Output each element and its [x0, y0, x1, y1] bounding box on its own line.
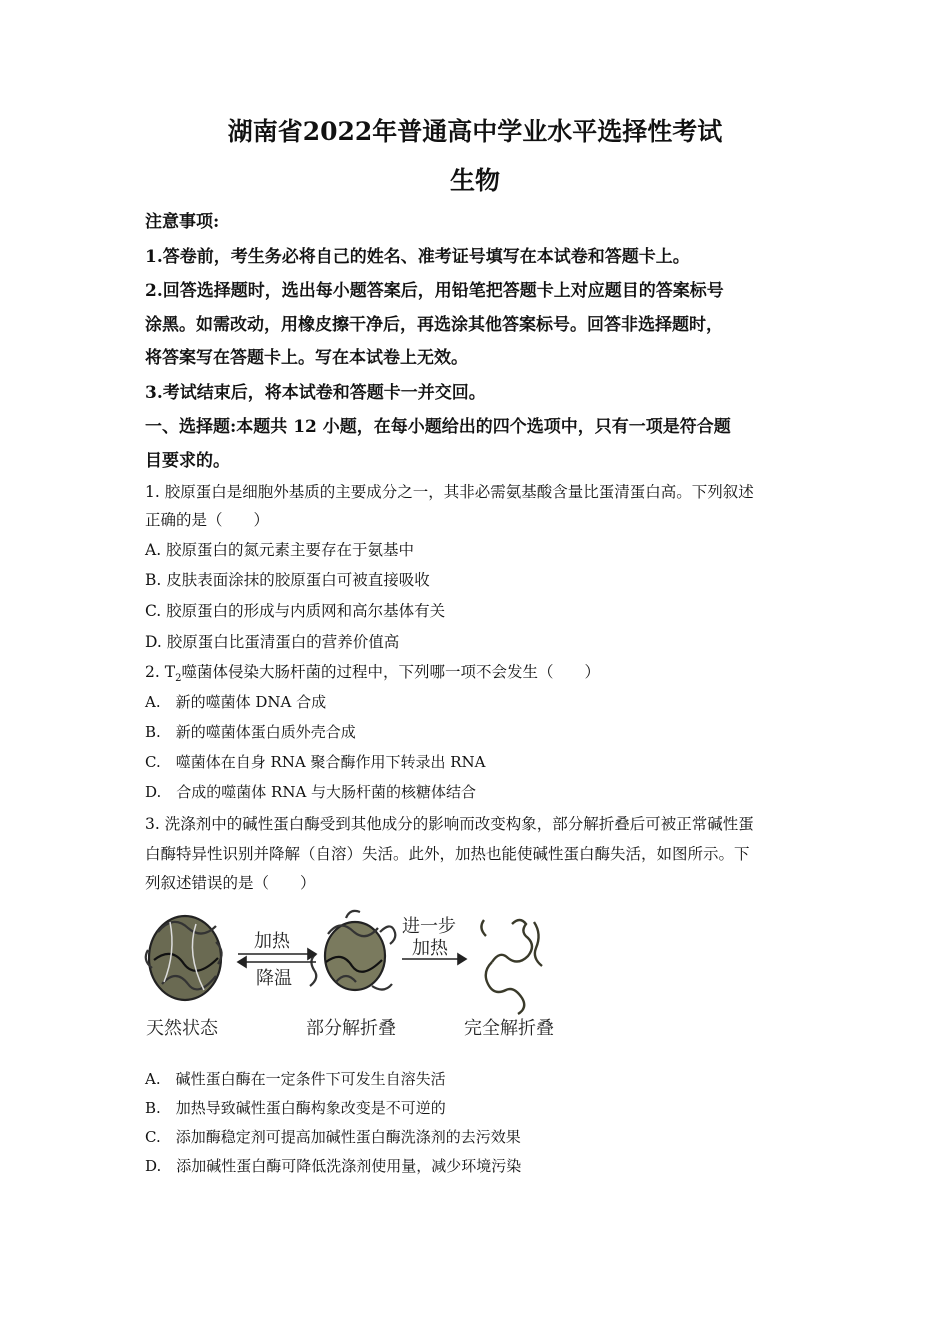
section-heading: 一、选择题:本题共 12 小题，在每小题给出的四个选项中，只有一项是符合题	[145, 417, 731, 437]
question-2-option: A. 新的噬菌体 DNA 合成	[145, 693, 327, 711]
native-protein-illustration	[146, 916, 222, 1000]
question-3-option: C. 添加酶稳定剂可提高加碱性蛋白酶洗涤剂的去污效果	[145, 1128, 521, 1146]
question-1-option: D. 胶原蛋白比蛋清蛋白的营养价值高	[145, 633, 400, 651]
partially-unfolded-protein-illustration	[310, 911, 395, 990]
exam-title: 湖南省2022年普通高中学业水平选择性考试	[227, 117, 723, 146]
notice-line: 3.考试结束后，将本试卷和答题卡一并交回。	[145, 383, 486, 403]
question-3-stem: 白酶特异性识别并降解（自溶）失活。此外，加热也能使碱性蛋白酶失活，如图所示。下	[145, 845, 750, 863]
question-3-stem: 列叙述错误的是（ ）	[145, 874, 316, 892]
notice-line: 涂黑。如需改动，用橡皮擦干净后，再选涂其他答案标号。回答非选择题时，	[145, 315, 723, 335]
question-1-stem: 1. 胶原蛋白是细胞外基质的主要成分之一，其非必需氨基酸含量比蛋清蛋白高。下列叙述	[145, 483, 754, 501]
section-heading: 目要求的。	[145, 451, 230, 471]
question-1-option: A. 胶原蛋白的氮元素主要存在于氨基中	[145, 541, 415, 559]
question-3-option: D. 添加碱性蛋白酶可降低洗涤剂使用量，减少环境污染	[145, 1157, 522, 1175]
label-partially-unfolded: 部分解折叠	[306, 1018, 396, 1039]
question-1-stem: 正确的是（ ）	[145, 511, 270, 529]
question-2-option: B. 新的噬菌体蛋白质外壳合成	[145, 723, 356, 741]
question-1-option: B. 皮肤表面涂抹的胶原蛋白可被直接吸收	[145, 571, 430, 589]
protein-unfolding-figure	[140, 902, 580, 1048]
fully-unfolded-protein-illustration	[481, 920, 542, 1014]
subject-title: 生物	[449, 166, 500, 195]
question-3-stem: 3. 洗涤剂中的碱性蛋白酶受到其他成分的影响而改变构象，部分解折叠后可被正常碱性蛋	[145, 815, 754, 833]
question-3-option: B. 加热导致碱性蛋白酶构象改变是不可逆的	[145, 1099, 446, 1117]
question-2-option: D. 合成的噬菌体 RNA 与大肠杆菌的核糖体结合	[145, 783, 477, 801]
arrow-label-further: 进一步	[402, 916, 456, 937]
notice-heading: 注意事项:	[145, 212, 220, 232]
label-fully-unfolded: 完全解折叠	[464, 1018, 554, 1039]
notice-line: 1.答卷前，考生务必将自己的姓名、准考证号填写在本试卷和答题卡上。	[145, 247, 690, 267]
arrow-label-heat: 加热	[254, 931, 290, 952]
question-2-stem: 2. $T_2$噬菌体侵染大肠杆菌的过程中，下列哪一项不会发生（ ）	[145, 663, 600, 685]
question-1-option: C. 胶原蛋白的形成与内质网和高尔基体有关	[145, 602, 446, 620]
label-native-state: 天然状态	[146, 1018, 218, 1039]
notice-line: 2.回答选择题时，选出每小题答案后，用铅笔把答题卡上对应题目的答案标号	[145, 281, 724, 301]
arrow-label-heat-2: 加热	[412, 938, 448, 959]
question-2-option: C. 噬菌体在自身 RNA 聚合酶作用下转录出 RNA	[145, 753, 486, 771]
notice-line: 将答案写在答题卡上。写在本试卷上无效。	[145, 348, 468, 368]
question-3-option: A. 碱性蛋白酶在一定条件下可发生自溶失活	[145, 1070, 446, 1088]
arrow-label-cool: 降温	[256, 968, 292, 989]
